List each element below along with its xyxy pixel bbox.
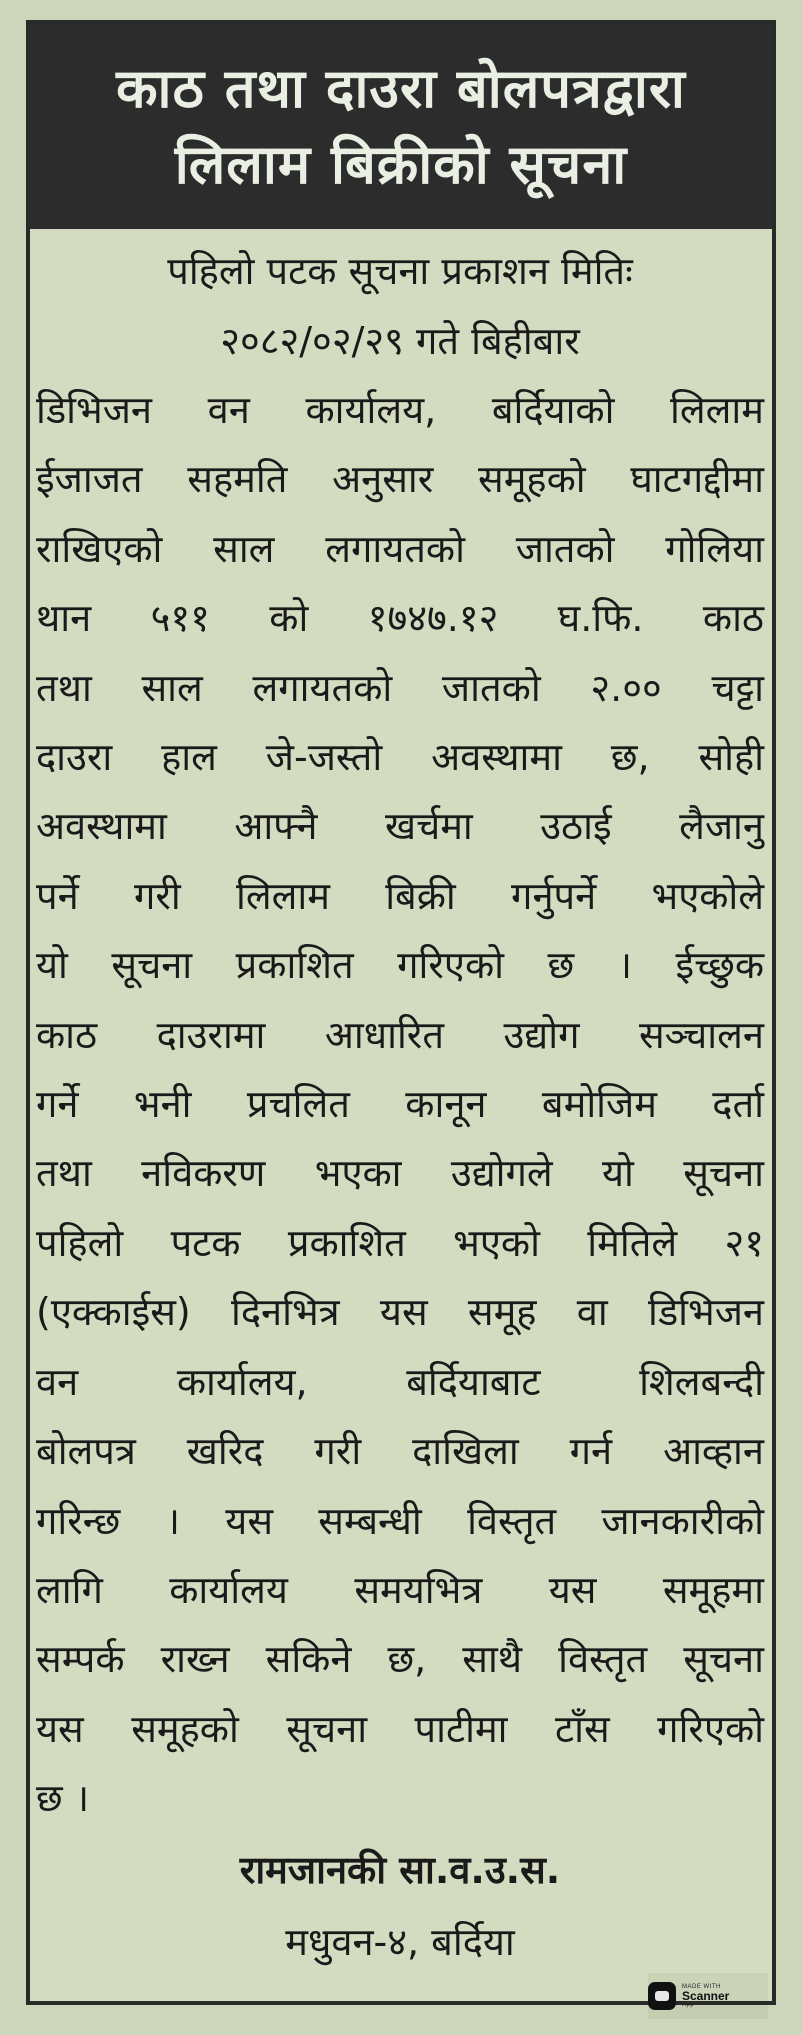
body-line: (एक्काईस) दिनभित्र यस समूह वा डिभिजन	[36, 1290, 764, 1335]
body-line: दाउरा हाल जे-जस्तो अवस्थामा छ, सोही	[36, 735, 764, 780]
header-line-1: काठ तथा दाउरा बोलपत्रद्वारा	[116, 56, 686, 120]
publication-date-value: २०८२/०२/२९ गते बिहीबार	[220, 319, 580, 363]
header-line-2: लिलाम बिक्रीको सूचना	[174, 132, 628, 196]
body-line: तथा साल लगायतको जातको २.०० चट्टा	[36, 665, 764, 710]
watermark-small-text: MADE WITH	[682, 1984, 721, 1990]
body-line: डिभिजन वन कार्यालय, बर्दियाको लिलाम	[36, 388, 764, 432]
notice-frame	[26, 20, 776, 2005]
body-line: गर्ने भनी प्रचलित कानून बमोजिम दर्ता	[36, 1082, 764, 1127]
publication-date-label: पहिलो पटक सूचना प्रकाशन मितिः	[167, 249, 633, 293]
watermark-sub-text: App	[682, 2002, 695, 2008]
scanner-app-watermark	[648, 1973, 768, 2019]
body-line: राखिएको साल लगायतको जातको गोलिया	[36, 526, 764, 571]
body-line: अवस्थामा आफ्नै खर्चमा उठाई लैजानु	[36, 804, 764, 849]
notice-paragraph	[36, 376, 764, 1834]
body-line: छ ।	[36, 1776, 90, 1821]
notice-header	[30, 24, 772, 229]
body-line: काठ दाउरामा आधारित उद्योग सञ्चालन	[36, 1012, 764, 1057]
scanner-app-icon	[648, 1982, 676, 2010]
watermark-text	[682, 1984, 729, 2008]
body-line: बोलपत्र खरिद गरी दाखिला गर्न आव्हान	[36, 1429, 764, 1474]
body-line: पहिलो पटक प्रकाशित भएको मितिले २१	[36, 1220, 764, 1265]
signature-name: रामजानकी सा.व.उ.स.	[239, 1847, 561, 1892]
signature-address: मधुवन-४, बर्दिया	[285, 1919, 515, 1964]
body-line: यो सूचना प्रकाशित गरिएको छ । ईच्छुक	[36, 943, 764, 988]
body-line: यस समूहको सूचना पाटीमा टाँस गरिएको	[36, 1706, 764, 1751]
body-line: पर्ने गरी लिलाम बिक्री गर्नुपर्ने भएकोले	[36, 873, 764, 918]
notice-body	[36, 236, 764, 1978]
body-line: ईजाजत सहमति अनुसार समूहको घाटगद्दीमा	[36, 457, 764, 502]
body-line: तथा नविकरण भएका उद्योगले यो सूचना	[36, 1151, 764, 1196]
body-line: सम्पर्क राख्न सकिने छ, साथै विस्तृत सूचना	[36, 1637, 764, 1682]
watermark-big-text: Scanner	[682, 1989, 730, 2003]
body-line: थान ५११ को १७४७.१२ घ.फि. काठ	[36, 596, 764, 641]
body-line: गरिन्छ । यस सम्बन्धी विस्तृत जानकारीको	[36, 1498, 764, 1543]
body-line: लागि कार्यालय समयभित्र यस समूहमा	[36, 1567, 764, 1612]
body-line: वन कार्यालय, बर्दियाबाट शिलबन्दी	[36, 1359, 764, 1404]
